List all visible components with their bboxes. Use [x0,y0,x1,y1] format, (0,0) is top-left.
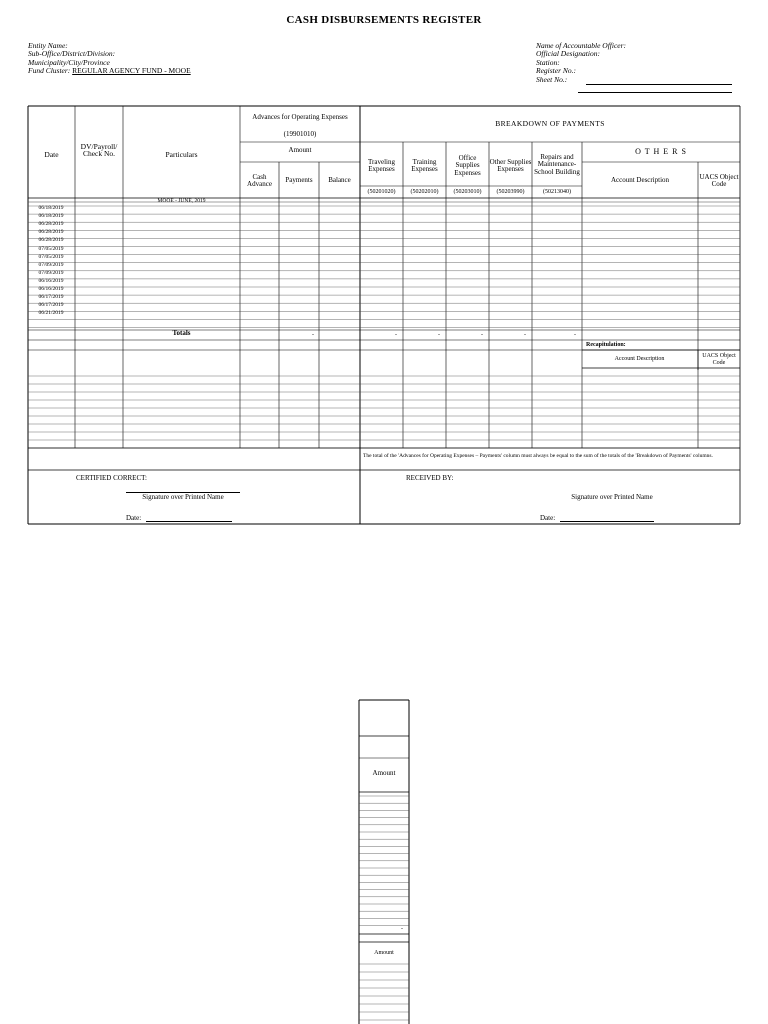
header-date: Date [44,149,59,159]
certified-label: CERTIFIED CORRECT: [76,474,147,482]
total-training: - [438,332,440,339]
register-no-label: Register No.: [536,66,576,76]
total-office-supplies: - [481,332,483,339]
page-title: CASH DISBURSEMENTS REGISTER [286,14,482,26]
date-cell: 06/28/2019 [38,237,64,244]
official-designation-label: Official Designation: [536,49,600,59]
date-cell: 07/05/2019 [38,253,64,260]
totals-label: Totals [172,329,191,338]
date-cell: 06/16/2019 [38,286,64,292]
total-other-supplies: - [524,332,526,339]
sub-office-label: Sub-Office/District/Division: [28,49,116,59]
date-cell: 07/05/2019 [38,245,64,252]
certified-date-line [146,521,232,522]
date-cell: 06/18/2019 [38,213,64,220]
date-cell: 06/28/2019 [38,221,64,228]
header-traveling: Traveling Expenses [368,157,395,173]
header-dv-check: DV/Payroll/ Check No. [80,141,118,158]
header-training: Training Expenses [411,157,438,173]
received-date-line [560,521,654,522]
received-label: RECEIVED BY: [406,474,454,482]
station-label: Station: [536,57,560,67]
header-advances: Advances for Operating Expenses [252,113,348,122]
date-cell: 06/21/2019 [38,310,64,317]
header-uacs: UACS Object Code [699,172,739,188]
date-cell: 06/28/2019 [38,229,64,236]
fund-cluster-value: REGULAR AGENCY FUND - MOOE [72,66,191,76]
code-office-supplies: (50203010) [453,189,482,196]
code-traveling: (50201020) [367,189,396,196]
date-cell: 06/17/2019 [38,302,64,309]
bottom-dash: - [401,926,403,933]
date-cell: 07/09/2019 [38,269,64,276]
header-office-supplies: Office Supplies Expenses [454,153,481,177]
recap-account-description: Account Description [614,356,665,363]
header-repairs: Repairs and Maintenance- School Building [534,152,580,176]
header-particulars: Particulars [165,149,198,159]
total-repairs: - [574,332,576,339]
bottom-amount-recap: Amount [374,950,394,957]
header-amount: Amount [288,146,312,155]
recap-uacs: UACS Object Code [702,352,736,366]
header-breakdown: BREAKDOWN OF PAYMENTS [495,119,605,129]
certified-signature: Signature over Printed Name [126,492,240,501]
fund-cluster-label: Fund Cluster: [28,66,71,76]
total-payments: - [312,332,314,339]
entity-name-label: Entity Name: [28,41,68,50]
received-date-label: Date: [540,514,556,522]
certified-date-label: Date: [126,514,142,522]
total-traveling: - [395,332,397,339]
code-other-supplies: (50203990) [496,189,525,196]
received-signature: Signature over Printed Name [571,493,653,501]
header-other-supplies: Other Supplies Expenses [489,157,532,173]
code-training: (50202010) [410,189,439,196]
header-cash-advance: Cash Advance [247,172,272,188]
header-others: O T H E R S [635,147,687,157]
accountable-officer-label: Name of Accountable Officer: [536,41,627,50]
date-cell: 07/09/2019 [38,261,64,268]
recap-label: Recapitulation: [586,342,626,348]
bottom-amount-header: Amount [372,769,396,778]
note-text: The total of the 'Advances for Operating Expenses – Payments' column must always be equal to the sum of the totals of the 'Breakdown of Payments' columns. [363,453,713,459]
header-payments: Payments [285,176,313,185]
mooe-label: MOOE - JUNE, 2019 [157,198,206,205]
date-cell: 06/16/2019 [38,277,64,284]
header-balance: Balance [328,176,351,185]
sheet-no-label: Sheet No.: [536,74,568,84]
date-cell: 06/17/2019 [38,294,64,301]
date-cell: 06/18/2019 [38,205,64,211]
municipality-label: Municipality/City/Province [28,57,110,67]
header-advances-code: (19901010) [283,130,317,139]
code-repairs: (50213040) [543,189,571,196]
header-account-description: Account Description [610,176,670,185]
